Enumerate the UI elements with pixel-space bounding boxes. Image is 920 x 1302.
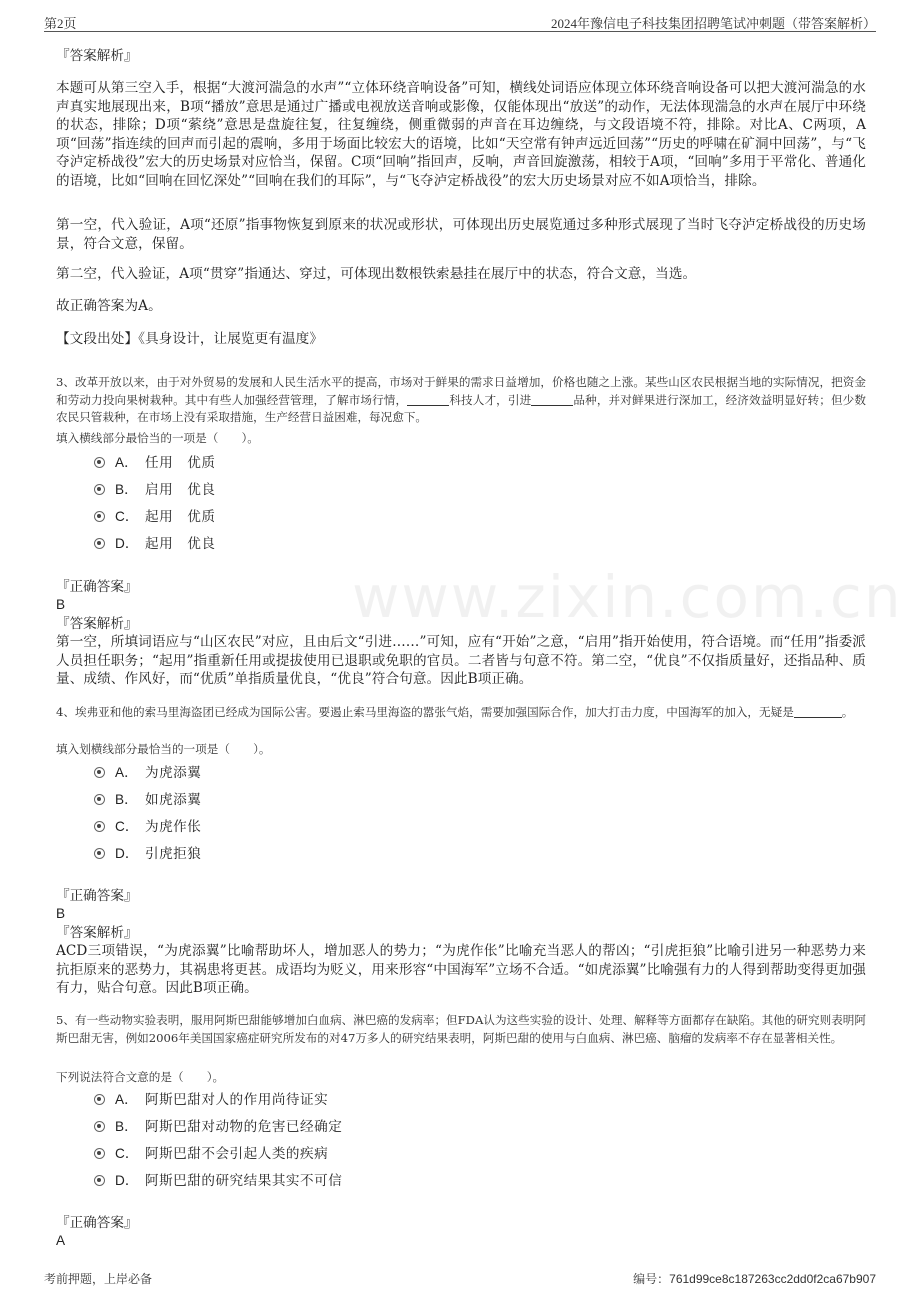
radio-icon[interactable] — [94, 767, 105, 778]
q4-correct-label: 『正确答案』 — [56, 888, 138, 904]
q3-analysis: 第一空，所填词语应与“山区农民”对应，且由后文“引进……”可知，应有“开始”之意，“启用”指开始使用，符合语境。而“任用”指委派人员担任职务；“起用”指重新任用或提拔使用已退职或免职的官员。二者皆与句意不符。第二空，“优良”不仅指质量好，还指品种、质量、成绩、作风好，而“优质”单指质量优良，“优良”符合句意。因此B项正确。 — [56, 634, 866, 687]
blank — [794, 705, 842, 718]
q4-option-a[interactable]: A． 为虎添翼 — [94, 764, 201, 782]
q2-analysis-paragraph-2: 第一空，代入验证，A项“还原”指事物恢复到原来的状况或形状，可体现出历史展览通过多种形式展现了当时飞夺泸定桥战役的历史场景，符合文意，保留。 — [56, 217, 866, 252]
q2-analysis-paragraph-3: 第二空，代入验证，A项“贯穿”指通达、穿过，可体现出数根铁索悬挂在展厅中的状态，符合文意，当选。 — [56, 266, 697, 282]
radio-icon[interactable] — [94, 1094, 105, 1105]
q5-answer: A — [56, 1233, 66, 1248]
document-title: 2024年豫信电子科技集团招聘笔试冲刺题（带答案解析） — [550, 16, 876, 31]
q3-analysis-label: 『答案解析』 — [56, 616, 138, 632]
blank-1 — [407, 393, 449, 406]
page-header — [44, 12, 876, 32]
radio-icon[interactable] — [94, 848, 105, 859]
q2-conclusion: 故正确答案为A。 — [56, 298, 162, 314]
q4-stem: 4、埃弗亚和他的索马里海盗团已经成为国际公害。要遏止索马里海盗的嚣张气焰，需要加强国际合作，加大打击力度，中国海军的加入，无疑是 。 — [56, 705, 854, 719]
radio-icon[interactable] — [94, 538, 105, 549]
q5-option-b[interactable]: B． 阿斯巴甜对动物的危害已经确定 — [94, 1118, 342, 1136]
blank-2 — [531, 393, 573, 406]
q3-answer: B — [56, 597, 66, 612]
q4-prompt: 填入划横线部分最恰当的一项是（ ）。 — [56, 742, 271, 756]
radio-icon[interactable] — [94, 1148, 105, 1159]
q4-analysis: ACD三项错误，“为虎添翼”比喻帮助坏人，增加恶人的势力；“为虎作伥”比喻充当恶人的帮凶；“引虎拒狼”比喻引进另一种恶势力来抗拒原来的恶势力，其祸患将更甚。成语均为贬义，用来形容“中国海军”立场不合适。“如虎添翼”比喻强有力的人得到帮助变得更加强有力，贴合句意。因此B项正确。 — [56, 943, 866, 996]
q2-analysis-paragraph-1: 本题可从第三空入手，根据“大渡河湍急的水声”“立体环绕音响设备”可知，横线处词语应体现立体环绕音响设备可以把大渡河湍急的水声真实地展现出来，B项“播放”意思是通过广播或电视放送音响或影像，仅能体现出“放送”的动作，无法体现湍急的水声在展厅中环绕的状态，排除；D项“萦绕”意思是盘旋往复，往复缠绕，侧重微弱的声音在耳边缠绕，与文段语境不符，排除。对比A、C两项，A项“回荡”指连续的回声而引起的震响，多用于场面比较宏大的语境，比如“天空常有钟声远近回荡”“历史的呼啸在矿洞中回荡”，与“飞夺泸定桥战役”宏大的历史场景对应恰当，保留。C项“回响”指回声，反响，声音回旋激荡，相较于A项，“回响”多用于平常化、普通化的语境，比如“回响在回忆深处”“回响在我们的耳际”，与“飞夺泸定桥战役”的宏大历史场景对应不如A项恰当，排除。 — [56, 80, 866, 189]
q5-option-c[interactable]: C． 阿斯巴甜不会引起人类的疾病 — [94, 1145, 328, 1163]
q4-analysis-label: 『答案解析』 — [56, 925, 138, 941]
radio-icon[interactable] — [94, 1121, 105, 1132]
q2-analysis-label: 『答案解析』 — [56, 48, 138, 64]
q2-source: 【文段出处】《具身设计，让展览更有温度》 — [56, 331, 324, 347]
q5-stem: 5、有一些动物实验表明，服用阿斯巴甜能够增加白血病、淋巴癌的发病率；但FDA认为这些实验的设计、处理、解释等方面都存在缺陷。其他的研究则表明阿斯巴甜无害，例如2006年美国国家癌症研究所发布的对47万多人的研究结果表明，阿斯巴甜的使用与白血病、淋巴癌、脑瘤的发病率不存在显著相关性。 — [56, 1013, 866, 1045]
q5-option-a[interactable]: A． 阿斯巴甜对人的作用尚待证实 — [94, 1091, 328, 1109]
q3-stem: 3、改革开放以来，由于对外贸易的发展和人民生活水平的提高，市场对于鲜果的需求日益增加，价格也随之上涨。某些山区农民根据当地的实际情况，把资金和劳动力投向果树栽种。其中有些人加强经营管理，了解市场行情， 科技人才，引进 品种，并对鲜果进行深加工，经济效益明显好转；但少数农民只管栽种，在市场上没有采取措施，生产经营日益困难，每况愈下。 — [56, 375, 866, 424]
radio-icon[interactable] — [94, 1175, 105, 1186]
radio-icon[interactable] — [94, 457, 105, 468]
q3-option-b[interactable]: B． 启用 优良 — [94, 481, 215, 499]
radio-icon[interactable] — [94, 511, 105, 522]
footer-slogan: 考前押题，上岸必备 — [44, 1272, 153, 1286]
q4-option-d[interactable]: D． 引虎拒狼 — [94, 845, 201, 863]
q3-option-c[interactable]: C． 起用 优质 — [94, 508, 215, 526]
radio-icon[interactable] — [94, 821, 105, 832]
q3-prompt: 填入横线部分最恰当的一项是（ ）。 — [56, 431, 259, 445]
q4-option-b[interactable]: B． 如虎添翼 — [94, 791, 201, 809]
q5-option-d[interactable]: D． 阿斯巴甜的研究结果其实不可信 — [94, 1172, 342, 1190]
q3-option-a[interactable]: A． 任用 优质 — [94, 454, 215, 472]
watermark: www.zixin.com.cn — [352, 563, 903, 631]
radio-icon[interactable] — [94, 794, 105, 805]
q4-answer: B — [56, 906, 66, 921]
q5-correct-label: 『正确答案』 — [56, 1215, 138, 1231]
document-id: 编号：761d99ce8c187263cc2dd0f2ca67b907 — [633, 1272, 876, 1286]
page-number: 第2页 — [44, 16, 77, 31]
q4-option-c[interactable]: C． 为虎作伥 — [94, 818, 201, 836]
radio-icon[interactable] — [94, 484, 105, 495]
q3-correct-label: 『正确答案』 — [56, 579, 138, 595]
q3-option-d[interactable]: D． 起用 优良 — [94, 535, 215, 553]
q5-prompt: 下列说法符合文意的是（ ）。 — [56, 1070, 225, 1084]
